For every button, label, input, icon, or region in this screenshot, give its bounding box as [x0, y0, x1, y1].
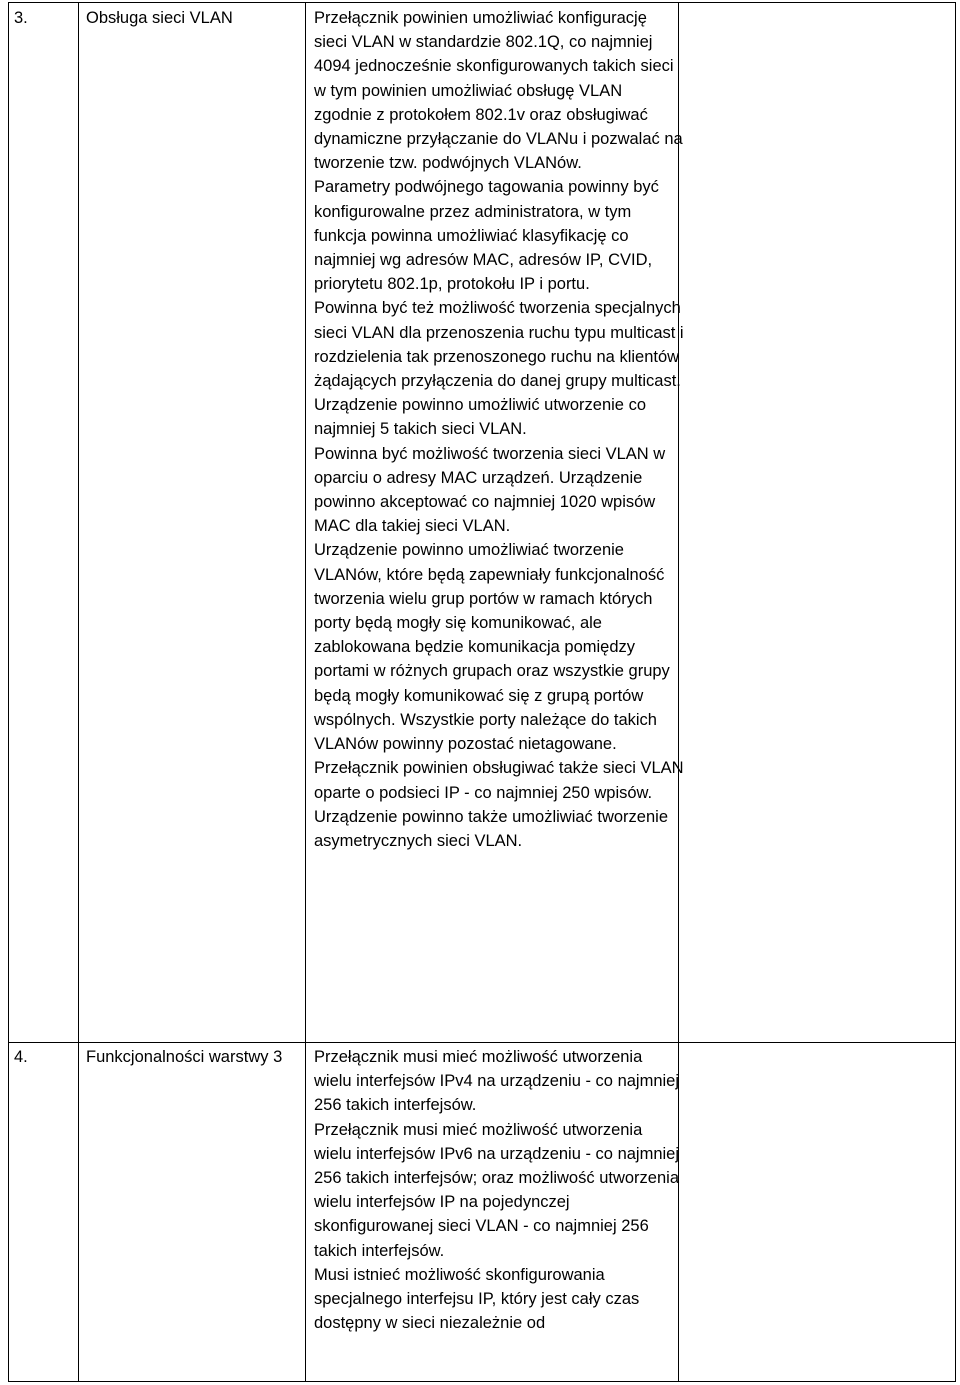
column-divider — [78, 3, 79, 1381]
requirement-paragraph: Urządzenie powinno umożliwiać tworzenie VLANów, które będą zapewniały funkcjonalność tworzenia wielu grup portów w ramach których porty będą mogły się komunikować, ale zablokowana będzie komunikacja pomiędzy portami w różnych grupach oraz wszystkie grupy będą mogły komunikować się z grupą portów wspólnych. Wszystkie porty należące do takich VLANów powinny pozostać nietagowane. — [314, 541, 670, 754]
row-number: 4. — [14, 1048, 28, 1066]
requirement-paragraph: Urządzenie powinno także umożliwiać tworzenie asymetrycznych sieci VLAN. — [314, 807, 669, 850]
requirement-paragraph: Przełącznik powinien umożliwiać konfigurację sieci VLAN w standardzie 802.1Q, co najmniej 4094 jednocześnie skonfigurowanych takich sieci w tym powinien umożliwiać obsługę VLAN zgodnie z protokołem 802.1v oraz obsługiwać dynamiczne przyłączanie do VLANu i pozwalać na tworzenie tzw. podwójnych VLANów. — [314, 9, 683, 173]
row-name: Obsługa sieci VLAN — [86, 9, 233, 27]
requirements-cell — [314, 6, 684, 853]
requirements-cell — [314, 1045, 684, 1335]
requirement-paragraph: Parametry podwójnego tagowania powinny być konfigurowalne przez administratora, w tym funkcja powinna umożliwiać klasyfikację co najmniej wg adresów MAC, adresów IP, CVID, priorytetu 802.1p, protokołu IP i portu. — [314, 178, 659, 294]
specification-table — [8, 2, 956, 1382]
requirement-paragraph: Przełącznik powinien obsługiwać także sieci VLAN oparte o podsieci IP - co najmniej 250 wpisów. — [314, 759, 684, 802]
requirement-paragraph: Przełącznik musi mieć możliwość utworzenia wielu interfejsów IPv6 na urządzeniu - co najmniej 256 takich interfejsów; oraz możliwość utworzenia wielu interfejsów IP na pojedynczej skonfigurowanej sieci VLAN - co najmniej 256 takich interfejsów. — [314, 1120, 680, 1260]
row-name: Funkcjonalności warstwy 3 — [86, 1048, 283, 1066]
requirement-paragraph: Przełącznik musi mieć możliwość utworzenia wielu interfejsów IPv4 na urządzeniu - co najmniej 256 takich interfejsów. — [314, 1048, 680, 1115]
requirement-paragraph: Powinna być możliwość tworzenia sieci VLAN w oparciu o adresy MAC urządzeń. Urządzenie powinno akceptować co najmniej 1020 wpisów MAC dla takiej sieci VLAN. — [314, 444, 666, 536]
requirement-paragraph: Musi istnieć możliwość skonfigurowania specjalnego interfejsu IP, który jest cały czas dostępny w sieci niezależnie od — [314, 1265, 640, 1333]
row-divider — [9, 1042, 955, 1043]
column-divider — [305, 3, 306, 1381]
requirement-paragraph: Powinna być też możliwość tworzenia specjalnych sieci VLAN dla przenoszenia ruchu typu multicast i rozdzielenia tak przenoszonego ruchu na klientów żądających przyłączenia do danej grupy multicast. Urządzenie powinno umożliwić utworzenie co najmniej 5 takich sieci VLAN. — [314, 299, 684, 439]
row-number: 3. — [14, 9, 28, 27]
